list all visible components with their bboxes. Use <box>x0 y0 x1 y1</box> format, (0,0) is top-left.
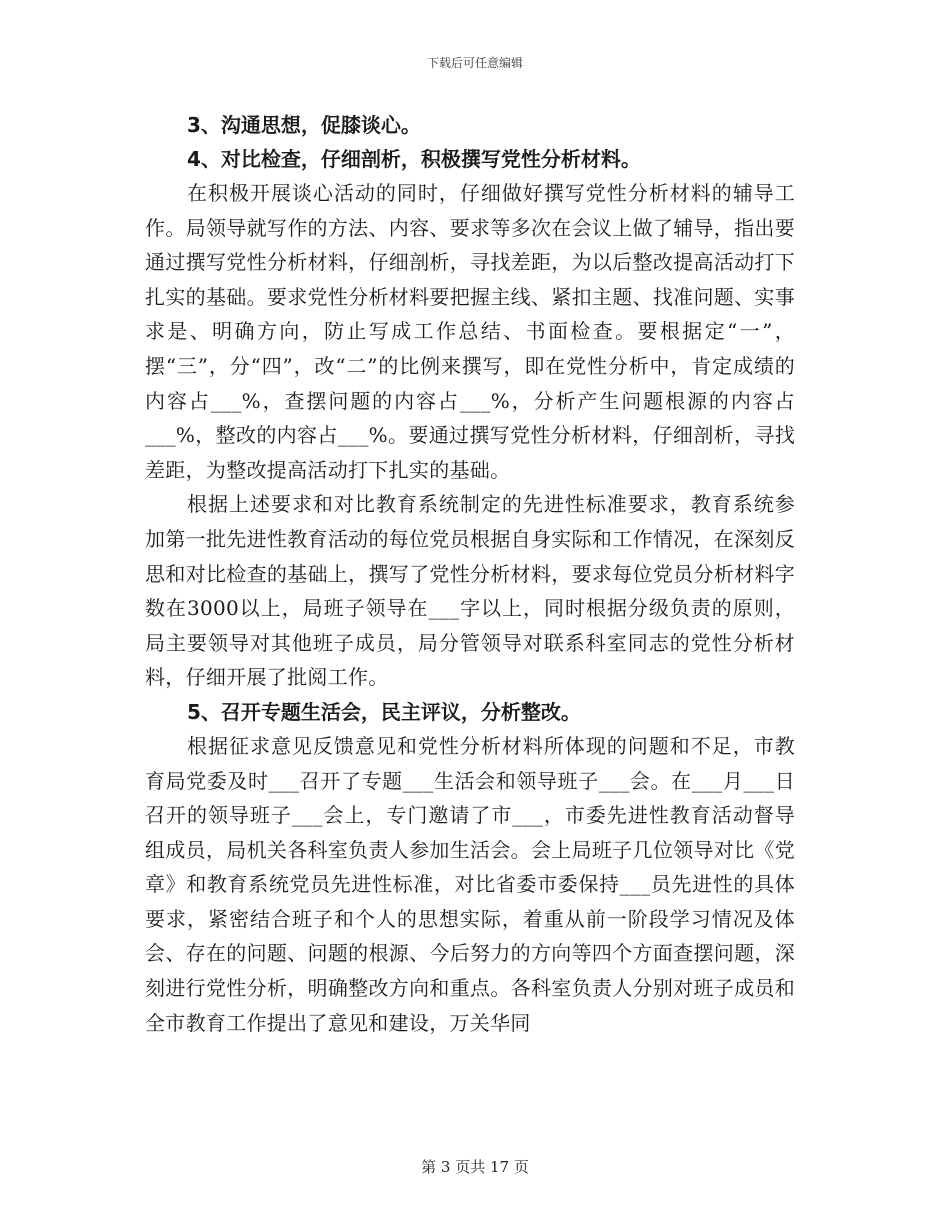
section-heading-5: 5、召开专题生活会，民主评议，分析整改。 <box>187 699 581 724</box>
paragraph-analysis-materials: 根据上述要求和对比教育系统制定的先进性标准要求，教育系统参加第一批先进性教育活动的每位党员根据自身实际和工作情况，在深刻反思和对比检查的基础上，撰写了党性分析材料，要求每位党员分析材料字数在3000以上，局班子领导在___字以上，同时根据分级负责的原则，局主要领导对其他班子成员，局分管领导对联系科室同志的党性分析材料，仔细开展了批阅工作。 <box>145 492 795 690</box>
document-body <box>145 108 795 1040</box>
section-heading-4: 4、对比检查，仔细剖析，积极撰写党性分析材料。 <box>187 147 641 171</box>
page-number: 第 3 页共 17 页 <box>421 1158 529 1176</box>
paragraph-writing-guidance: 在积极开展谈心活动的同时，仔细做好撰写党性分析材料的辅导工作。局领导就写作的方法、内容、要求等多次在会议上做了辅导，指出要通过撰写党性分析材料，仔细剖析，寻找差距，为以后整改提高活动打下扎实的基础。要求党性分析材料要把握主线、紧扣主题、找准问题、实事求是、明确方向，防止写成工作总结、书面检查。要根据定“一”，摆“三”，分“四”，改“二”的比例来撰写，即在党性分析中，肯定成绩的内容占___%，查摆问题的内容占___%，分析产生问题根源的内容占___%，整改的内容占___%。要通过撰写党性分析材料，仔细剖析，寻找差距，为整改提高活动打下扎实的基础。 <box>145 181 795 482</box>
page-header-note: 下载后可任意编辑 <box>426 56 523 70</box>
section-heading-3: 3、沟通思想，促膝谈心。 <box>187 113 421 137</box>
paragraph-special-meeting: 根据征求意见反馈意见和党性分析材料所体现的问题和不足，市教育局党委及时___召开了专题___生活会和领导班子___会。在___月___日召开的领导班子___会上，专门邀请了市___，市委先进性教育活动督导组成员，局机关各科室负责人参加生活会。会上局班子几位领导对比《党章》和教育系统党员先进性标准，对比省委市委保持___员先进性的具体要求，紧密结合班子和个人的思想实际，着重从前一阶段学习情况及体会、存在的问题、问题的根源、今后努力的方向等四个方面查摆问题，深刻进行党性分析，明确整改方向和重点。各科室负责人分别对班子成员和全市教育工作提出了意见和建设，万关华同 <box>145 733 795 1035</box>
